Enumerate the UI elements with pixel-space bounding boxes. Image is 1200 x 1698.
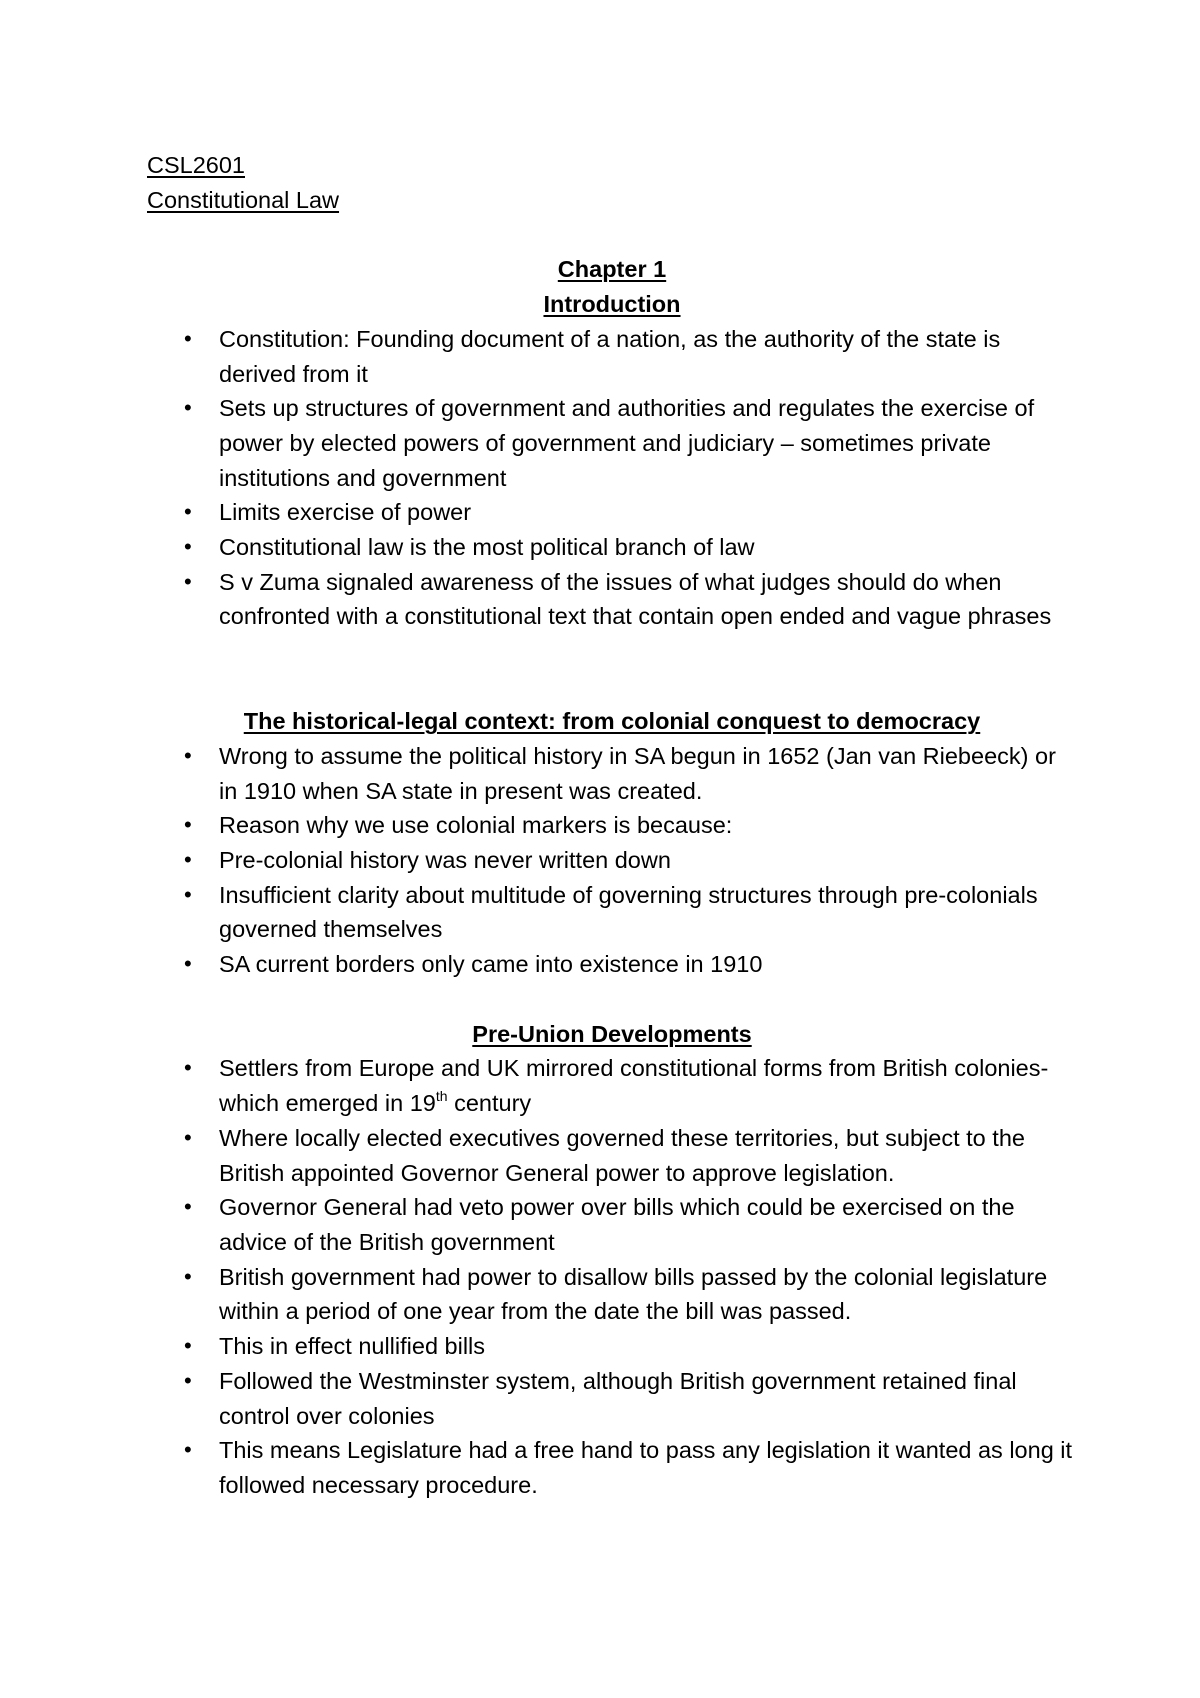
list-item: • This in effect nullified bills	[147, 1329, 1077, 1364]
bullet-icon: •	[184, 846, 192, 872]
bullet-icon: •	[184, 812, 192, 838]
bullet-icon: •	[184, 534, 192, 560]
list-item: • SA current borders only came into existence in 1910	[147, 947, 1077, 982]
chapter-label: Chapter 1	[557, 256, 667, 283]
spacer	[147, 634, 1077, 704]
section-heading-pre-union: Pre-Union Developments	[472, 1020, 752, 1047]
bullet-icon: •	[184, 1124, 192, 1150]
section-heading-historical: The historical-legal context: from colonial conquest to democracy	[243, 708, 981, 735]
bullet-icon: •	[184, 325, 192, 351]
list-item: • Followed the Westminster system, although British government retained final control over colonies	[147, 1364, 1077, 1433]
list-item: • Where locally elected executives governed these territories, but subject to the British appointed Governor General power to approve legislation.	[147, 1121, 1077, 1190]
course-name: Constitutional Law	[147, 186, 340, 213]
list-item: • Reason why we use colonial markers is because:	[147, 808, 1077, 843]
pre-union-bullet-list	[147, 1051, 1077, 1502]
document-page	[147, 148, 1077, 1503]
chapter-title: Introduction	[543, 291, 681, 318]
list-item: • Governor General had veto power over bills which could be exercised on the advice of the British government	[147, 1190, 1077, 1259]
bullet-icon: •	[184, 1333, 192, 1359]
bullet-icon: •	[184, 1055, 192, 1081]
bullet-icon: •	[184, 1367, 192, 1393]
bullet-icon: •	[184, 1194, 192, 1220]
list-item: • Limits exercise of power	[147, 495, 1077, 530]
bullet-icon: •	[184, 395, 192, 421]
bullet-icon: •	[184, 742, 192, 768]
list-item: • Sets up structures of government and authorities and regulates the exercise of power by elected powers of government and judiciary – sometimes private institutions and government	[147, 391, 1077, 495]
list-item: • This means Legislature had a free hand to pass any legislation it wanted as long it followed necessary procedure.	[147, 1433, 1077, 1502]
bullet-icon: •	[184, 881, 192, 907]
list-item: • Pre-colonial history was never written down	[147, 843, 1077, 878]
course-code: CSL2601	[147, 152, 245, 178]
bullet-icon: •	[184, 499, 192, 525]
list-item: • Settlers from Europe and UK mirrored constitutional forms from British colonies- which emerged in 19th century	[147, 1051, 1077, 1120]
list-item: • Constitutional law is the most political branch of law	[147, 530, 1077, 565]
bullet-icon: •	[184, 568, 192, 594]
bullet-icon: •	[184, 1437, 192, 1463]
list-item: • Insufficient clarity about multitude of governing structures through pre-colonials governed themselves	[147, 878, 1077, 947]
list-item: • British government had power to disallow bills passed by the colonial legislature within a period of one year from the date the bill was passed.	[147, 1260, 1077, 1329]
bullet-icon: •	[184, 951, 192, 977]
historical-bullet-list	[147, 739, 1077, 982]
list-item: • S v Zuma signaled awareness of the issues of what judges should do when confronted with a constitutional text that contain open ended and vague phrases	[147, 565, 1077, 634]
spacer	[147, 217, 1077, 252]
list-item: • Wrong to assume the political history in SA begun in 1652 (Jan van Riebeeck) or in 1910 when SA state in present was created.	[147, 739, 1077, 808]
intro-bullet-list	[147, 322, 1077, 634]
bullet-icon: •	[184, 1263, 192, 1289]
spacer	[147, 982, 1077, 1017]
list-item: • Constitution: Founding document of a nation, as the authority of the state is derived from it	[147, 322, 1077, 391]
